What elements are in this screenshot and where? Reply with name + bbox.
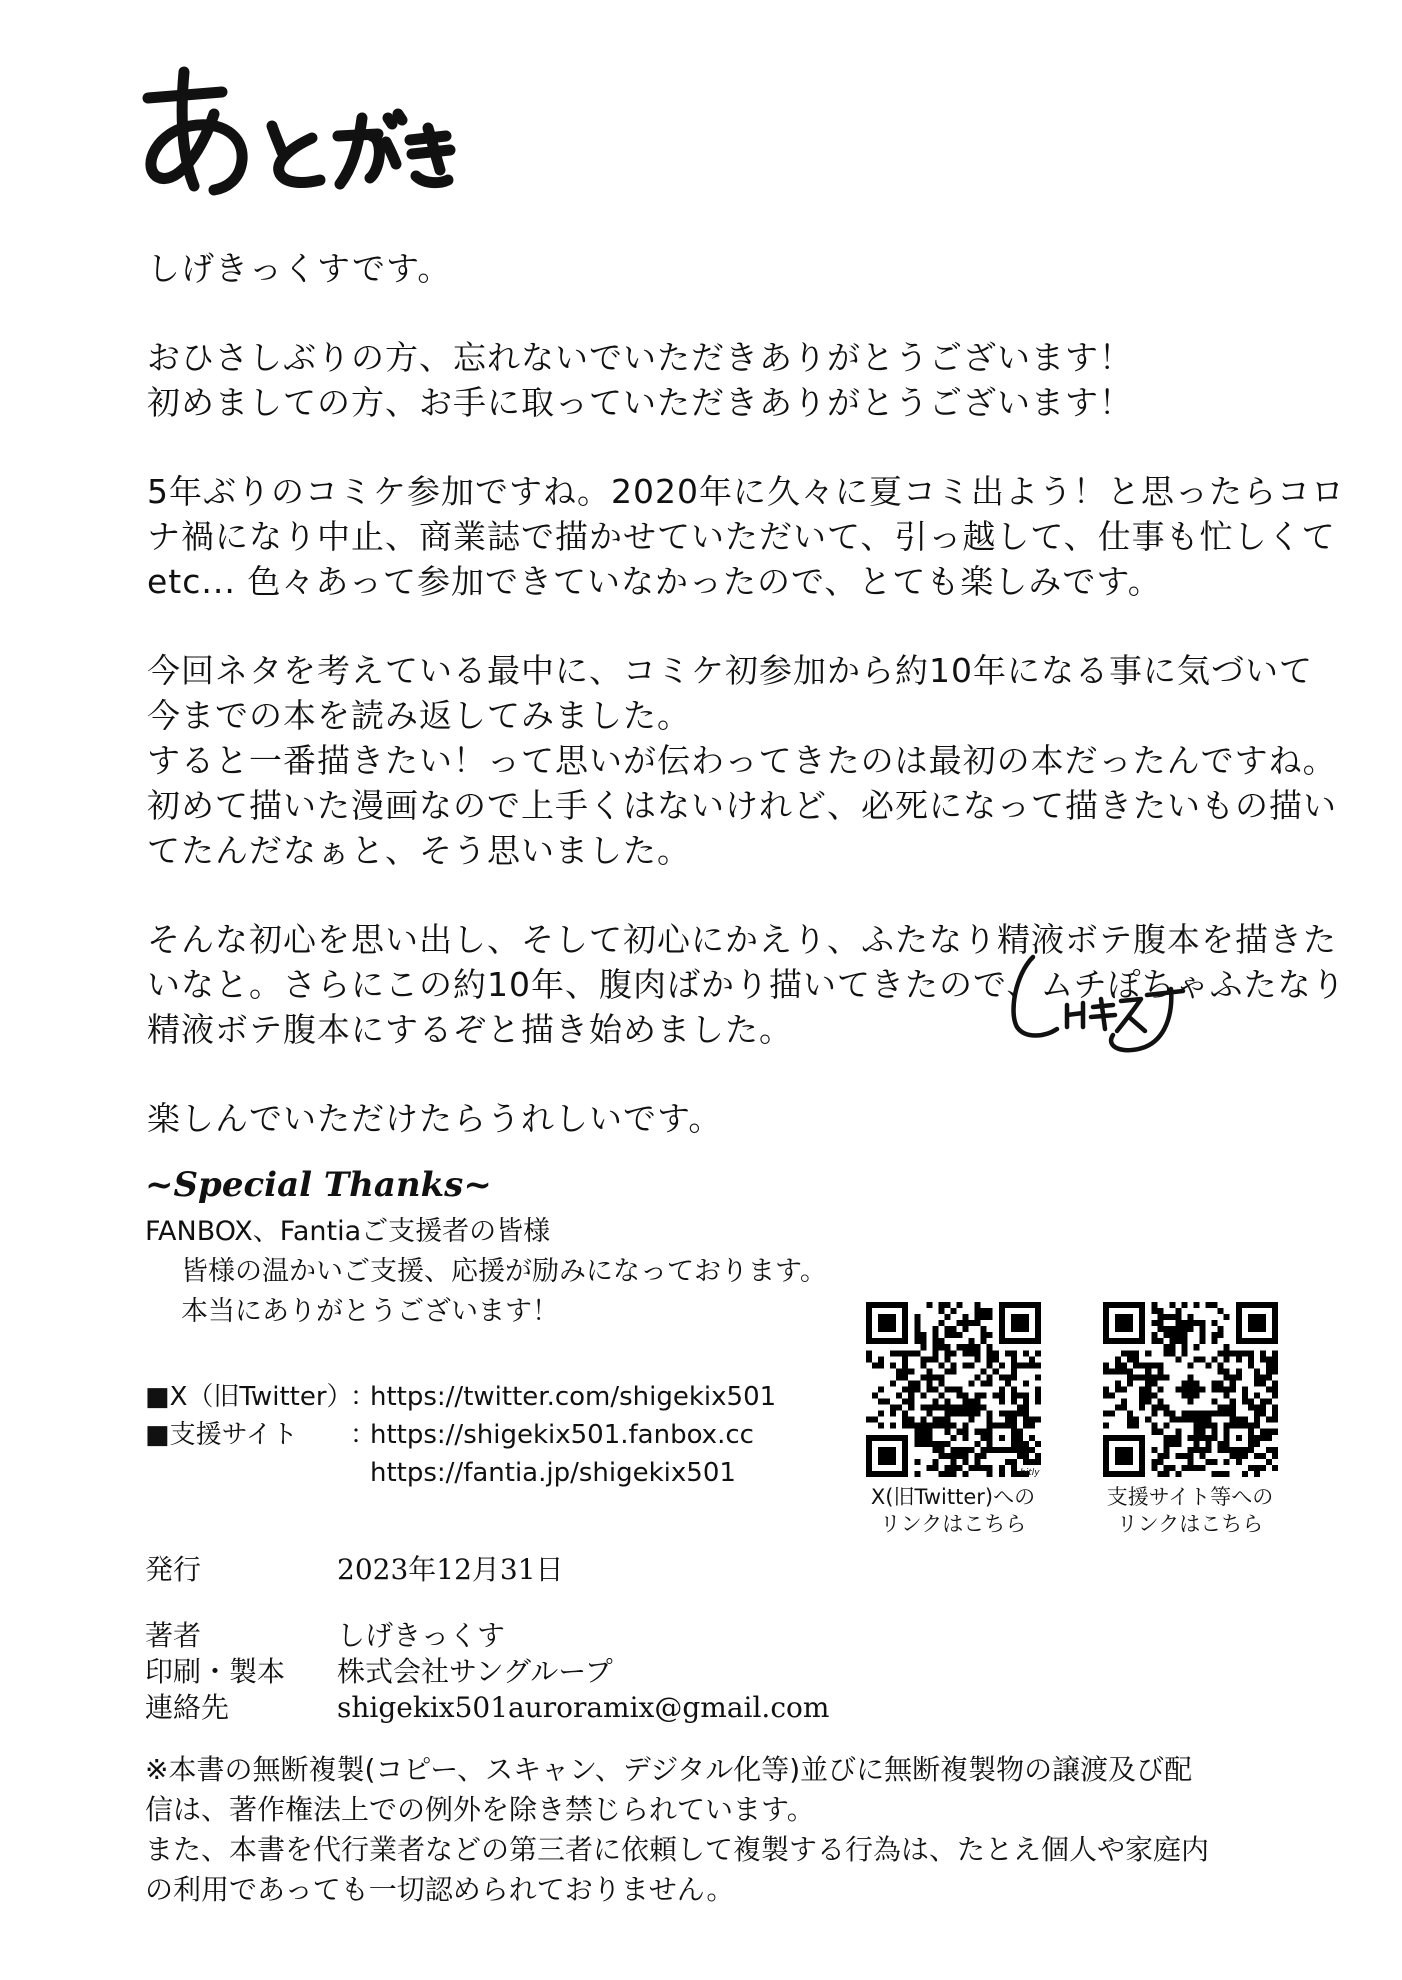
notice-line: また、本書を代行業者などの第三者に依頼して複製する行為は、たとえ個人や家庭内 [145,1833,1210,1866]
title-lettering [140,66,460,206]
printer-name: 株式会社サングループ [337,1655,613,1688]
contact-label: 連絡先 [145,1691,230,1724]
link-separator: ： [350,1382,377,1412]
paragraph-line: そんな初心を思い出し、そして初心にかえり、ふたなり精液ボテ腹本を描きた [147,920,1337,959]
special-thanks-heading: ~Special Thanks~ [145,1165,492,1205]
thanks-supporters-line: FANBOX、Fantiaご支援者の皆様 [145,1216,551,1247]
paragraph-line: ナ禍になり中止、商業誌で描かせていただいて、引っ越して、仕事も忙しくて [147,517,1336,556]
support-link-row-2 [145,1454,776,1492]
thanks-returning-line: おひさしぶりの方、忘れないでいただきありがとうございます！ [147,338,1133,377]
blank-label [145,1454,350,1492]
x-link-row [145,1378,776,1416]
x-qr-caption-line: リンクはこちら [879,1512,1027,1536]
notice-line: ※本書の無断複製(コピー、スキャン、デジタル化等)並びに無断複製物の譲渡及び配 [145,1753,1193,1786]
publish-label: 発行 [145,1553,202,1586]
paragraph-line: てたんだなぁと、そう思いました。 [147,831,691,870]
bitly-mark: bitly [1020,1468,1040,1478]
x-qr-caption [843,1484,1063,1538]
notice-line: の利用であっても一切認められておりません。 [145,1873,735,1906]
thanks-new-line: 初めましての方、お手に取っていただきありがとうございます！ [147,383,1133,422]
support-qr-code[interactable] [1103,1302,1278,1477]
paragraph-comiket-return [147,469,1345,604]
paragraph-line: いなと。さらにこの約10年、腹肉ばかり描いてきたので、ムチぽちゃふたなり [147,965,1346,1004]
links-section [145,1378,776,1492]
greeting-line: しげきっくすです。 [147,249,452,288]
credits [145,1618,829,1726]
x-link-label: ■X（旧Twitter） [145,1382,353,1412]
thanks-paragraph [147,335,1277,425]
x-qr-code[interactable] [866,1302,1041,1477]
notice-line: 信は、著作権法上での例外を除き禁じられています。 [145,1793,815,1826]
paragraph-line: 今回ネタを考えている最中に、コミケ初参加から約10年になる事に気づいて [147,651,1313,690]
printer-row [145,1654,829,1690]
closing-line: 楽しんでいただけたらうれしいです。 [147,1099,723,1138]
link-separator: ： [350,1420,377,1450]
x-qr-svg [866,1302,1041,1477]
support-qr-caption [1080,1484,1300,1538]
paragraph-line: 初めて描いた漫画なので上手くはないけれど、必死になって描きたいもの描い [147,786,1337,825]
author-name: しげきっくす [337,1619,506,1652]
fantia-link-url[interactable]: https://fantia.jp/shigekix501 [370,1458,736,1488]
special-thanks-text [145,1212,827,1332]
support-link-row [145,1416,776,1454]
copyright-notice [145,1750,1285,1910]
printing-label: 印刷・製本 [145,1655,286,1688]
paragraph-line: 精液ボテ腹本にするぞと描き始めました。 [147,1010,793,1049]
fanbox-link-url[interactable]: https://shigekix501.fanbox.cc [370,1420,754,1450]
support-link-label: ■支援サイト [145,1420,298,1450]
publication-info [145,1552,564,1588]
signature [1005,935,1195,1070]
author-label: 著者 [145,1619,202,1652]
closing [147,1096,1277,1141]
paragraph-line: 今までの本を読み返してみました。 [147,696,691,735]
thanks-support-line: 皆様の温かいご支援、応援が励みになっております。 [181,1256,827,1287]
publish-date: 2023年12月31日 [337,1553,564,1586]
x-link-url[interactable]: https://twitter.com/shigekix501 [370,1382,777,1412]
paragraph-line: すると一番描きたい！って思いが伝わってきたのは最初の本だったんですね。 [147,741,1337,780]
contact-email[interactable]: shigekix501auroramix@gmail.com [337,1691,830,1724]
blank-separator [350,1454,370,1492]
contact-row [145,1690,829,1726]
greeting [147,246,1277,291]
support-qr-caption-line: 支援サイト等への [1106,1485,1274,1509]
publish-row [145,1552,564,1588]
support-qr-caption-line: リンクはこちら [1116,1512,1264,1536]
thanks-gratitude-line: 本当にありがとうございます！ [181,1296,559,1327]
support-qr-svg [1103,1302,1278,1477]
paragraph-line: etc... 色々あって参加できていなかったので、とても楽しみです。 [147,562,1162,601]
paragraph-looking-back [147,648,1337,873]
paragraph-line: 5年ぶりのコミケ参加ですね。2020年に久々に夏コミ出よう！と思ったらコロ [147,472,1345,511]
author-row [145,1618,829,1654]
page-title [140,66,460,206]
x-qr-caption-line: X(旧Twitter)への [870,1485,1036,1509]
